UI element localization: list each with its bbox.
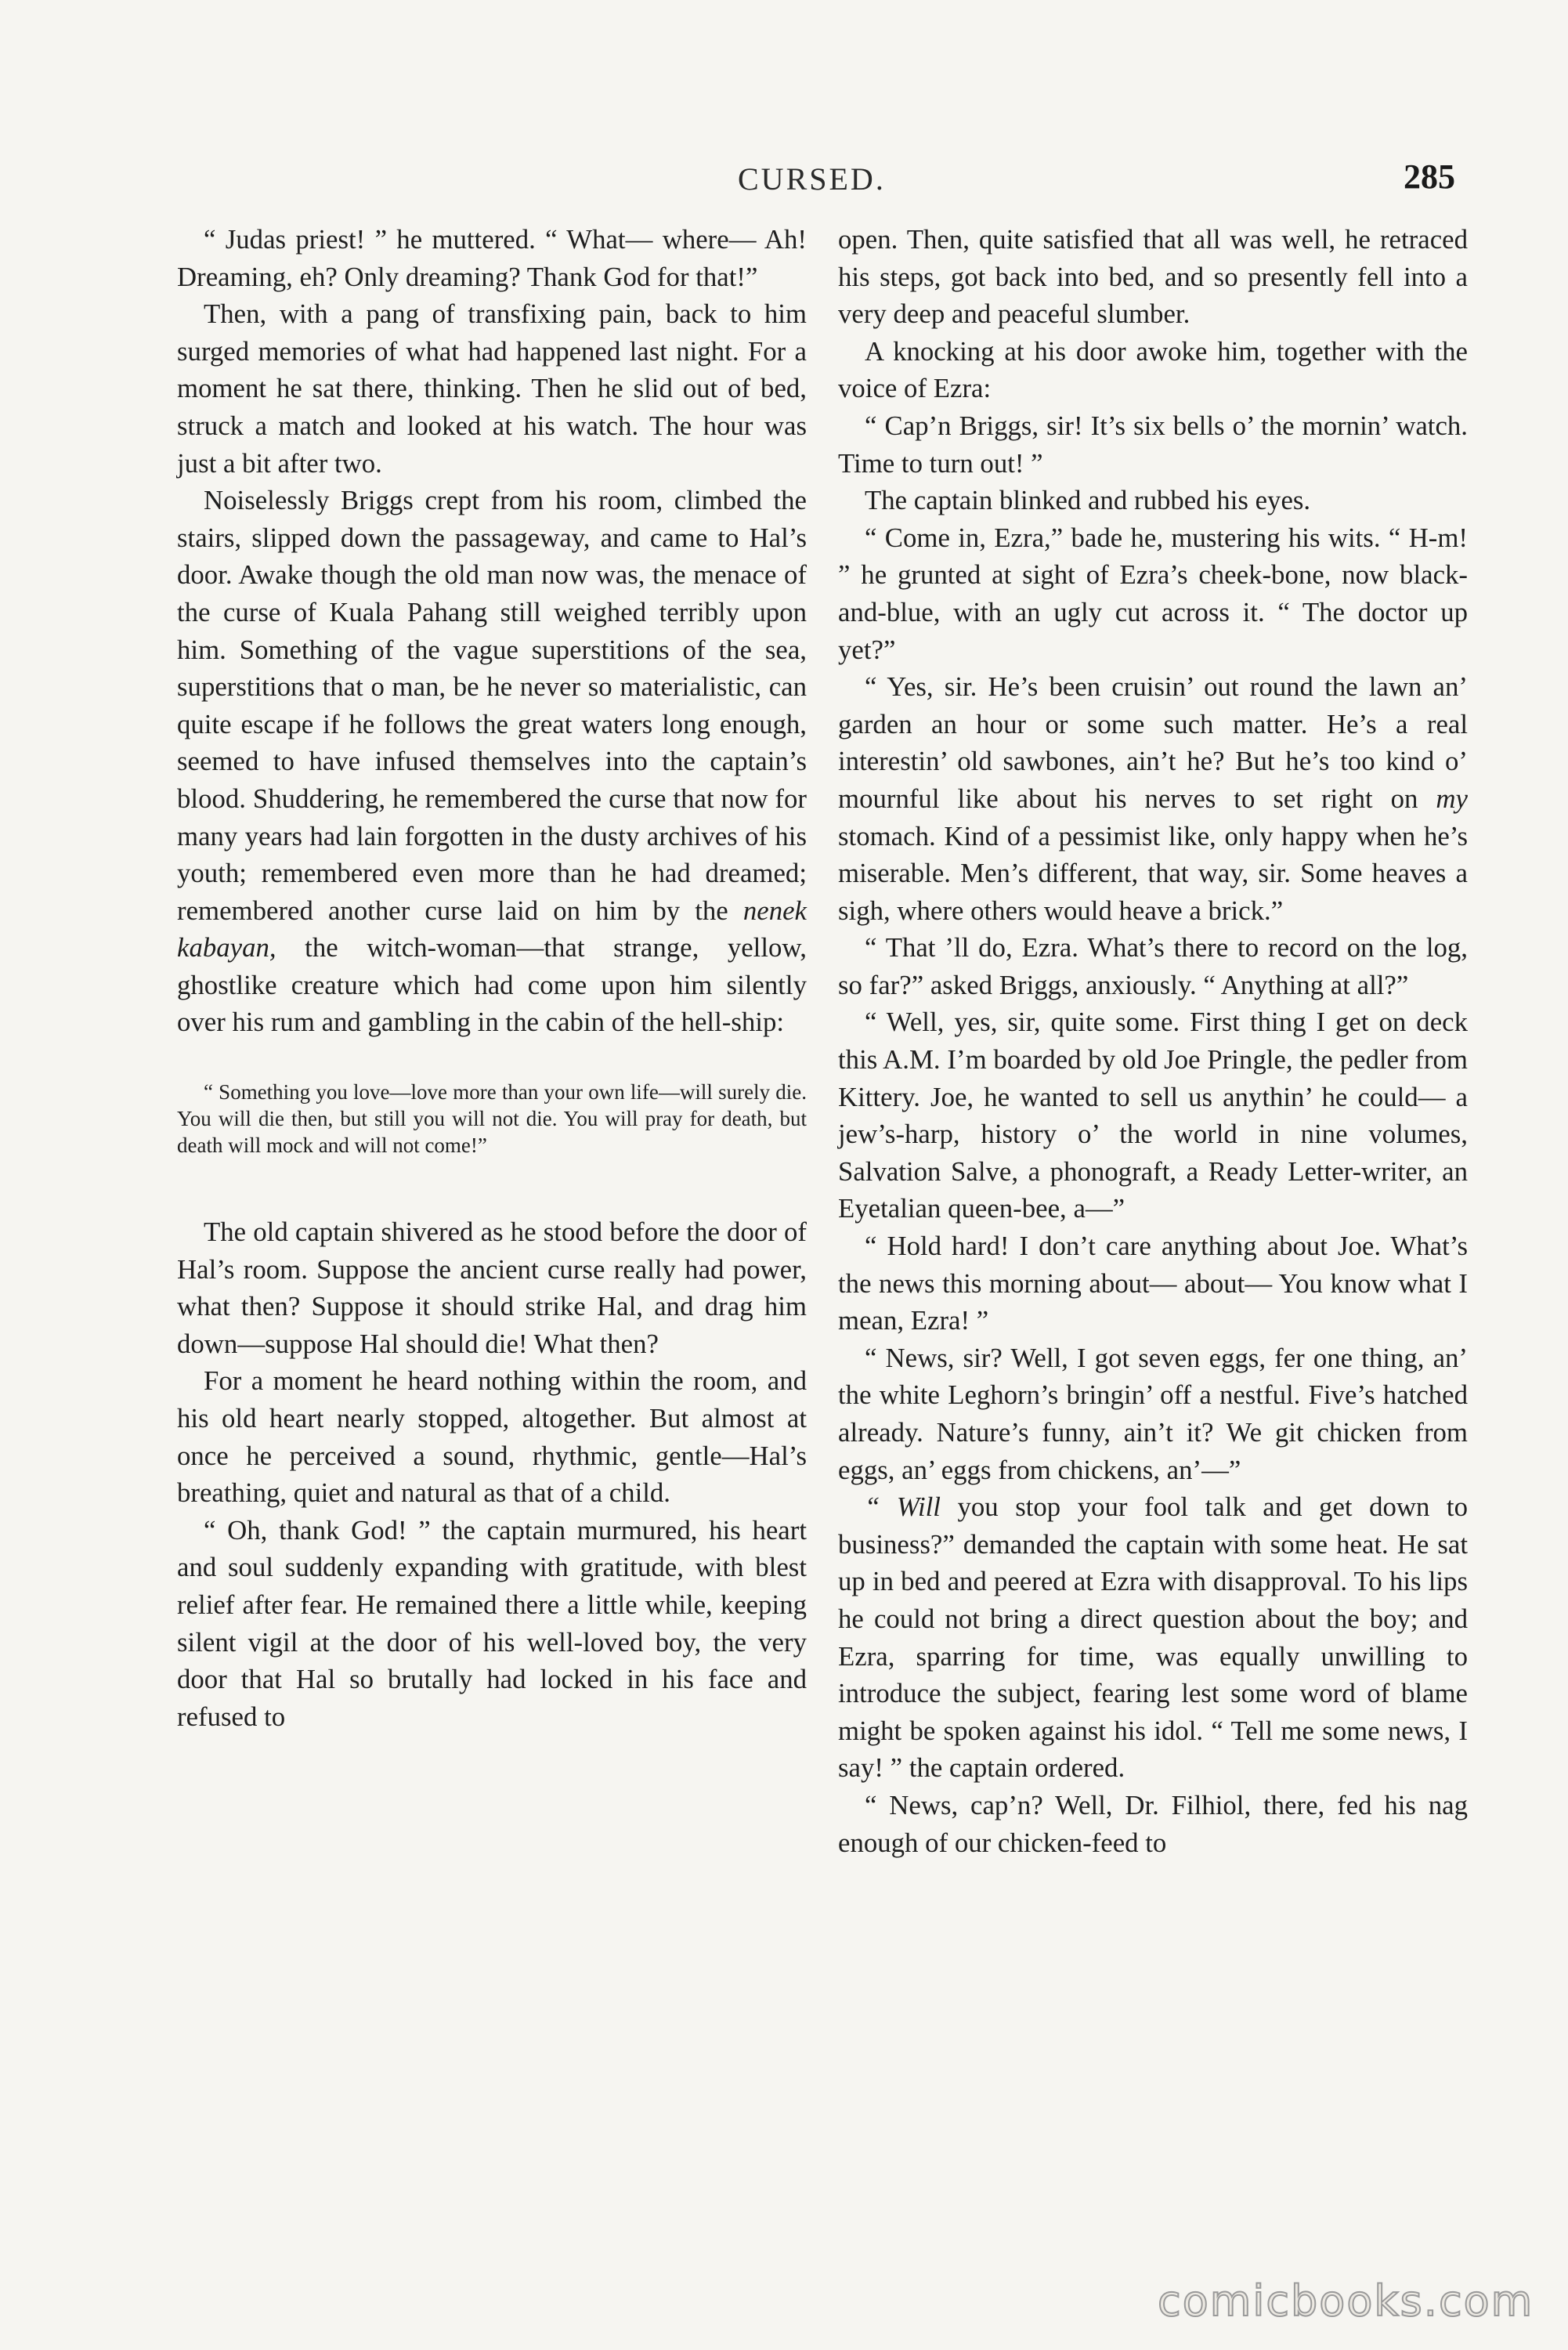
paragraph: The old captain shivered as he stood before the door of Hal’s room. Suppose the ancient curse really had power, what then? Suppose it should strike Hal, and drag him down—suppose Hal should die! What then? (177, 1217, 807, 1359)
running-head: CURSED. (738, 161, 886, 197)
paragraph-text: stomach. Kind of a pessimist like, only happy when he’s miserable. Men’s different, that way, sir. Some heaves a sigh, where others would heave a brick.” (838, 820, 1468, 926)
paragraph: “ News, sir? Well, I got seven eggs, fer one thing, an’ the white Leghorn’s bringin’ off a nestful. Five’s hatched already. Nature’s funny, ain’t it? We git chicken from eggs, an’ eggs from chickens, an’—” (838, 1342, 1468, 1485)
italic-phrase: nenek kabayan, (177, 895, 807, 964)
paragraph: The captain blinked and rubbed his eyes. (865, 485, 1311, 516)
left-column (177, 221, 807, 1735)
paragraph-text: the witch-woman—that strange, yellow, ghostlike creature which had come upon him silently over his rum and gambling in the cabin of the hell-ship: (177, 932, 807, 1038)
paragraph: “ Come in, Ezra,” bade he, mustering his wits. “ H-m! ” he grunted at sight of Ezra’s cheek-bone, now black-and-blue, with an ugly cut across it. “ The doctor up yet?” (838, 522, 1468, 665)
page-number: 285 (1404, 157, 1455, 196)
curse-quote: “ Something you love—love more than your own life—will surely die. You will die then, but still you will not die. You will pray for death, but death will mock and will not come!” (177, 1080, 807, 1158)
paragraph (838, 668, 1468, 929)
paragraph: A knocking at his door awoke him, together with the voice of Ezra: (838, 335, 1468, 404)
right-column (838, 221, 1468, 1861)
italic-word: my (1436, 783, 1468, 814)
paragraph: “ Hold hard! I don’t care anything about Joe. What’s the news this morning about— about— You know what I mean, Ezra! ” (838, 1231, 1468, 1336)
paragraph (177, 482, 807, 1041)
paragraph: “ Cap’n Briggs, sir! It’s six bells o’ the mornin’ watch. Time to turn out! ” (838, 410, 1468, 479)
paragraph-text: you stop your fool talk and get down to business?” demanded the captain with some heat. He sat up in bed and peered at Ezra with disapproval. To his lips he could not bring a direct question about the boy; and Ezra, sparring for time, was equally unwilling to introduce the subject, fearing lest some word of blame might be spoken against his idol. “ Tell me some news, I say! ” the captain ordered. (838, 1491, 1469, 1784)
paragraph: “ News, cap’n? Well, Dr. Filhiol, there, fed his nag enough of our chicken-feed to (838, 1789, 1468, 1858)
paragraph: open. Then, quite satisfied that all was well, he retraced his steps, got back into bed, and so presently fell into a very deep and peaceful slumber. (838, 224, 1468, 330)
paragraph: “ Well, yes, sir, quite some. First thing I get on deck this A.M. I’m boarded by old Joe Pringle, the pedler from Kittery. Joe, he wanted to sell us anythin’ he could— a jew’s-harp, history o’ the world in nine volumes, Salvation Salve, a phonograft, a Ready Letter-writer, an Eyetalian queen-bee, a—” (838, 1007, 1468, 1224)
paragraph: “ Judas priest! ” he muttered. “ What— where— Ah! Dreaming, eh? Only dreaming? Thank God for that!” (177, 224, 807, 292)
watermark: comicbooks.com (1158, 2276, 1534, 2326)
paragraph-text: “ Yes, sir. He’s been cruisin’ out round the lawn an’ garden an hour or some such matter. He’s a real interestin’ old sawbones, ain’t he? But he’s too kind o’ mournful like about his nerves to set right on (838, 671, 1468, 814)
paragraph: “ Oh, thank God! ” the captain murmured, his heart and soul suddenly expanding with gratitude, with blest relief after fear. He remained there a little while, keeping silent vigil at the door of his well-loved boy, the very door that Hal so brutally had locked in his face and refused to (177, 1514, 807, 1732)
paragraph: “ That ’ll do, Ezra. What’s there to record on the log, so far?” asked Briggs, anxiously. “ Anything at all?” (838, 932, 1468, 1000)
italic-word: “ Will (865, 1491, 941, 1523)
paragraph: Then, with a pang of transfixing pain, back to him surged memories of what had happened last night. For a moment he sat there, thinking. Then he slid out of bed, struck a match and looked at his watch. The hour was just a bit after two. (177, 298, 807, 479)
paragraph: For a moment he heard nothing within the room, and his old heart nearly stopped, altogether. But almost at once he perceived a sound, rhythmic, gentle—Hal’s breathing, quiet and natural as that of a child. (177, 1365, 807, 1509)
paragraph-text: Noiselessly Briggs crept from his room, climbed the stairs, slipped down the passageway, and came to Hal’s door. Awake though the old man now was, the menace of the curse of Kuala Pahang still weighed terribly upon him. Something of the vague superstitions of the sea, superstitions that o man, be he never so materialistic, can quite escape if he follows the great waters long enough, seemed to have infused themselves into the captain’s blood. Shuddering, he remembered the curse that now for many years had lain forgotten in the dusty archives of his youth; remembered even more than he had dreamed; remembered another curse laid on him by the (177, 485, 807, 926)
paragraph (838, 1488, 1468, 1787)
